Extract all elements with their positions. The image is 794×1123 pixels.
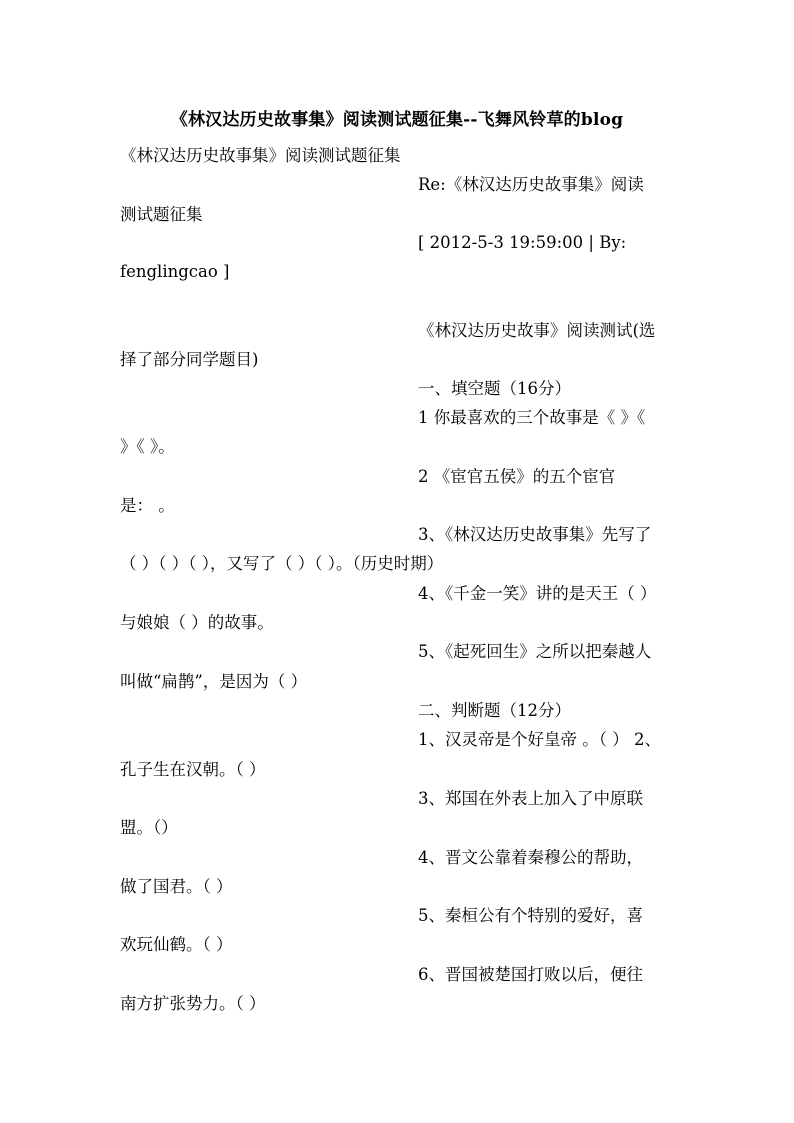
question-3-cont: （ ）（ ）（ ），又写了（ ）（ ）。（历史时期） [120, 554, 444, 573]
tf-question-5: 5、秦桓公有个特别的爱好，喜 [418, 906, 643, 925]
tf-question-4-cont: 做了国君。（ ） [120, 877, 233, 896]
question-4: 4、《千金一笑》讲的是天王（ ） [418, 584, 657, 603]
question-2: 2 《宦官五侯》的五个宦官 [418, 467, 616, 486]
tf-question-6-cont: 南方扩张势力。（ ） [120, 994, 266, 1013]
question-2-cont: 是： 。 [120, 496, 175, 515]
line-author: fenglingcao ] [120, 262, 230, 281]
tf-question-3-cont: 盟。（） [120, 818, 178, 837]
tf-question-4: 4、晋文公靠着秦穆公的帮助， [418, 848, 643, 867]
line-re-title-cont: 测试题征集 [120, 205, 203, 224]
section-true-false: 二、判断题（12分） [418, 701, 571, 720]
question-5-cont: 叫做“扁鹊”，是因为（ ） [120, 672, 308, 691]
tf-question-6: 6、晋国被楚国打败以后，便往 [418, 965, 643, 984]
line-test-heading: 《林汉达历史故事》阅读测试(选 [418, 321, 656, 340]
line-test-heading-cont: 择了部分同学题目) [120, 350, 259, 369]
question-1: 1 你最喜欢的三个故事是《 》《 [418, 408, 646, 427]
line-timestamp: [ 2012-5-3 19:59:00 | By: [418, 233, 627, 252]
question-1-cont: 》《 》。 [120, 437, 175, 456]
line-re-title: Re:《林汉达历史故事集》阅读 [418, 175, 644, 194]
tf-question-5-cont: 欢玩仙鹤。（ ） [120, 935, 233, 954]
tf-question-2: 孔子生在汉朝。（ ） [120, 760, 266, 779]
line-subtitle: 《林汉达历史故事集》阅读测试题征集 [120, 146, 401, 165]
tf-question-1: 1、汉灵帝是个好皇帝 。（ ） 2、 [418, 730, 661, 749]
document-title: 《林汉达历史故事集》阅读测试题征集--飞舞风铃草的blog [170, 110, 624, 130]
question-3: 3、《林汉达历史故事集》先写了 [418, 525, 652, 544]
section-fill-blank: 一、填空题（16分） [418, 379, 571, 398]
question-4-cont: 与娘娘（ ）的故事。 [120, 613, 274, 632]
question-5: 5、《起死回生》之所以把秦越人 [418, 642, 652, 661]
tf-question-3: 3、郑国在外表上加入了中原联 [418, 789, 643, 808]
